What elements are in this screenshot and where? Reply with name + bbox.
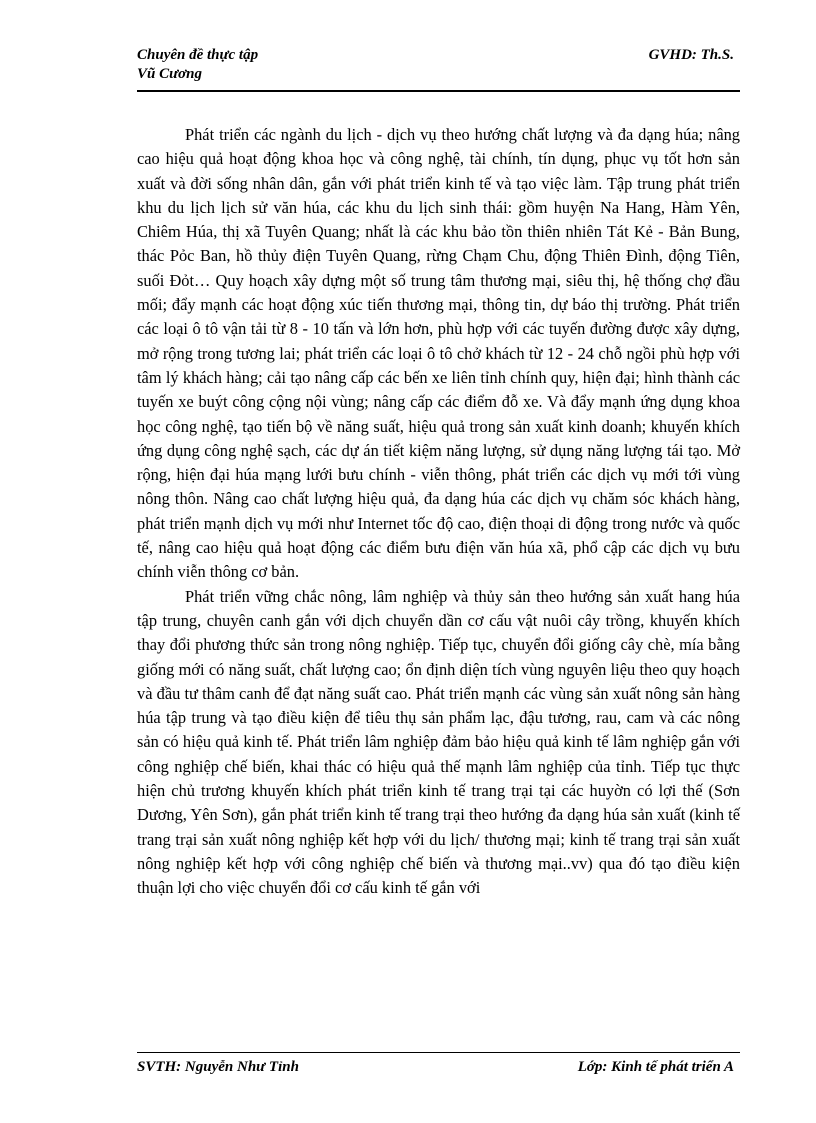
paragraph: Phát triển vững chắc nông, lâm nghiệp và thủy sản theo hướng sản xuất hang húa tập trung, chuyên canh gắn với dịch chuyển dần cơ cấu vật nuôi cây trồng, khuyến khích thay đổi phương thức sản trong nông nghiệp. Tiếp tục, chuyển đổi giống cây chè, mía bằng giống mới có năng suất, chất lượng cao; ổn định diện tích vùng nguyên liệu theo quy hoạch và đầu tư thâm canh để đạt năng suất cao. Phát triển mạnh các vùng sản xuất nông sản hàng húa tập trung và tạo điều kiện để tiêu thụ sản phẩm lạc, đậu tương, rau, cam và các nông sản có hiệu quả kinh tế. Phát triển lâm nghiệp đảm bảo hiệu quả kinh tế lâm nghiệp gắn với công nghiệp chế biến, khai thác có hiệu quả thế mạnh lâm nghiệp của tỉnh. Tiếp tục thực hiện chủ trương khuyến khích phát triển kinh tế trang trại tại các huyờn có lợi thế (Sơn Dương, Yên Sơn), gắn phát triển kinh tế trang trại theo hướng đa dạng húa sản xuất (kinh tế trang trại sản xuất nông nghiệp kết hợp với du lịch/ thương mại; kinh tế trang trại sản xuất nông nghiệp kết hợp với công nghiệp chế biến và thương mại..vv) qua đó tạo điều kiện thuận lợi cho việc chuyển đổi cơ cấu kinh tế gắn với: [137, 586, 740, 898]
header-topic: Chuyên đề thực tập: [137, 47, 259, 63]
document-body: [137, 123, 740, 901]
footer-student: SVTH: Nguyễn Như Tỉnh: [137, 1059, 299, 1075]
header-advisor: GVHD: Th.S.: [648, 47, 734, 63]
page-footer: [137, 1052, 740, 1076]
footer-class: Lớp: Kinh tế phát triển A: [577, 1059, 734, 1075]
page-header: [137, 46, 740, 92]
paragraph: Phát triển các ngành du lịch - dịch vụ theo hướng chất lượng và đa dạng húa; nâng cao hiệu quả hoạt động khoa học và công nghệ, tài chính, tín dụng, phục vụ tốt hơn sản xuất và đời sống nhân dân, gắn với phát triển kinh tế và tạo việc làm. Tập trung phát triển khu du lịch lịch sử văn húa, các khu du lịch sinh thái: gồm huyện Na Hang, Hàm Yên, Chiêm Húa, thị xã Tuyên Quang; nhất là các khu bảo tồn thiên nhiên Tát Kẻ - Bản Bung, thác Pỏc Ban, hồ thủy điện Tuyên Quang, rừng Chạm Chu, động Thiên Đình, động Tiên, suối Đỏt… Quy hoạch xây dựng một số trung tâm thương mại, siêu thị, hệ thống chợ đầu mối; đẩy mạnh các hoạt động xúc tiến thương mại, thông tin, dự báo thị trường. Phát triển các loại ô tô vận tải từ 8 - 10 tấn và lớn hơn, phù hợp với các tuyến đường được xây dựng, mở rộng trong tương lai; phát triển các loại ô tô chở khách từ 12 - 24 chỗ ngồi phù hợp với tâm lý khách hàng; cải tạo nâng cấp các bến xe liên tỉnh chính quy, hiện đại; hình thành các tuyến xe buýt công cộng nội vùng; nâng cấp các điểm đỗ xe. Và đẩy mạnh ứng dụng khoa học công nghệ, tạo tiến bộ về năng suất, hiệu quả trong sản xuất kinh doanh; khuyến khích ứng dụng công nghệ sạch, các dự án tiết kiệm năng lượng, sử dụng năng lượng tái tạo. Mở rộng, hiện đại húa mạng lưới bưu chính - viễn thông, phát triển các dịch vụ mới tới vùng nông thôn. Nâng cao chất lượng hiệu quả, đa dạng húa các dịch vụ chăm sóc khách hàng, phát triển mạnh dịch vụ mới như Internet tốc độ cao, điện thoại di động trong nước và quốc tế, nâng cao hiệu quả hoạt động các điểm bưu điện văn húa xã, phổ cập các dịch vụ bưu chính viễn thông cơ bản.: [137, 125, 740, 582]
header-author: Vũ Cương: [137, 66, 202, 82]
